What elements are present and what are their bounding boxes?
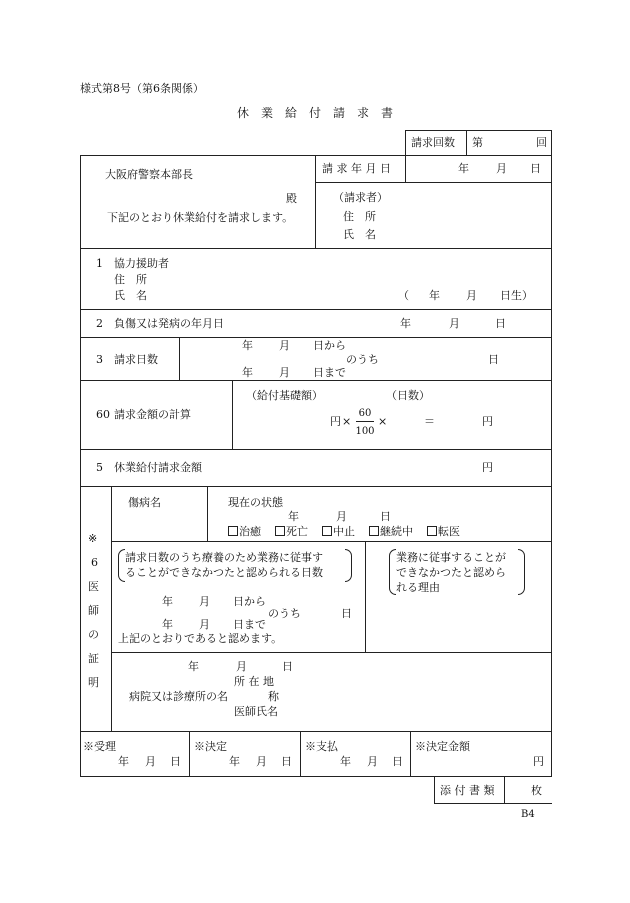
s6-note2-close-bracket — [518, 549, 525, 595]
s3-to-year: 年 — [242, 366, 253, 379]
s4-equals: ＝ — [424, 415, 435, 428]
s3-title: 請求日数 — [114, 353, 158, 366]
s3-to-month: 月 — [279, 366, 290, 379]
s6-option-cured[interactable]: 治癒 — [228, 525, 261, 538]
s6-to-month: 月 — [199, 618, 210, 631]
s4-yen-2: 円 — [482, 415, 493, 428]
s6-note1-line2: ることができなかつたと認められる日数 — [125, 566, 323, 579]
s6-note2-line2: できなかつたと認めら — [396, 566, 506, 579]
s3-days: 日 — [488, 353, 499, 366]
s3-from-year: 年 — [242, 339, 253, 352]
s5-number: 5 — [96, 461, 103, 474]
s6-side-asterisk: ※ — [88, 532, 98, 545]
s6-side-char-5: 明 — [88, 676, 99, 689]
s3-from-month: 月 — [279, 339, 290, 352]
form-number: 様式第8号（第6条関係） — [80, 82, 204, 95]
s4-number: 60 — [96, 408, 110, 421]
s6-location: 所 在 地 — [234, 675, 274, 688]
s1-number: 1 — [96, 257, 103, 270]
checkbox-icon — [228, 526, 238, 536]
footer-decision-day: 日 — [281, 755, 292, 768]
s1-birth-month: 月 — [466, 289, 477, 302]
s6-from-month: 月 — [199, 595, 210, 608]
claimant-address: 住 所 — [343, 210, 376, 223]
footer-payment: ※支払 — [305, 740, 338, 753]
s6-of: のうち — [268, 607, 301, 620]
addressee: 大阪府警察本部長 — [105, 168, 193, 181]
s3-to-day: 日まで — [313, 366, 346, 379]
s6-side-char-2: 師 — [88, 604, 99, 617]
s6-status-year: 年 — [288, 510, 299, 523]
s6-hospital-name-label: 称 — [268, 690, 279, 703]
checkbox-icon — [322, 526, 332, 536]
request-date-month: 月 — [496, 162, 507, 175]
checkbox-icon — [275, 526, 285, 536]
claimant-label: （請求者） — [333, 191, 388, 204]
s6-certification: 上記のとおりであると認めます。 — [118, 632, 283, 645]
s6-side-number: 6 — [91, 556, 98, 569]
attachments-unit: 枚 — [531, 784, 542, 797]
footer-receipt-month: 月 — [145, 755, 156, 768]
s6-sign-year: 年 — [188, 660, 199, 673]
s2-number: 2 — [96, 317, 103, 330]
s6-from-day: 日から — [233, 595, 266, 608]
s6-days: 日 — [341, 607, 352, 620]
s2-year: 年 — [400, 317, 411, 330]
checkbox-icon — [369, 526, 379, 536]
s4-title: 請求金額の計算 — [114, 408, 191, 421]
s4-fraction-numerator: 60 — [358, 408, 372, 419]
s6-side-char-3: の — [88, 628, 99, 641]
s6-doctor-name: 医師氏名 — [234, 705, 278, 718]
s1-address: 住 所 — [114, 273, 147, 286]
request-count-label: 請求回数 — [411, 136, 455, 149]
paper-size-code: B4 — [521, 809, 535, 820]
footer-receipt-day: 日 — [170, 755, 181, 768]
s4-times-2: × — [378, 415, 388, 428]
s6-to-day: 日まで — [233, 618, 266, 631]
s6-option-continuing[interactable]: 継続中 — [369, 525, 413, 538]
footer-decision-year: 年 — [229, 755, 240, 768]
s6-side-char-1: 医 — [88, 580, 99, 593]
s3-number: 3 — [96, 353, 103, 366]
s6-note1-close-bracket — [345, 549, 352, 582]
s6-status-month: 月 — [336, 510, 347, 523]
s6-hospital-label: 病院又は診療所の名 — [129, 690, 228, 703]
s1-birth-year: 年 — [429, 289, 440, 302]
s4-fraction-denominator: 100 — [355, 426, 375, 437]
s6-status-day: 日 — [380, 510, 391, 523]
attachments-label: 添 付 書 類 — [440, 784, 495, 797]
s6-option-death[interactable]: 死亡 — [275, 525, 308, 538]
s6-status-label: 現在の状態 — [228, 496, 283, 509]
honorific: 殿 — [286, 192, 297, 205]
footer-decision: ※決定 — [194, 740, 227, 753]
s6-note1-open-bracket — [118, 549, 125, 582]
footer-receipt: ※受理 — [83, 740, 116, 753]
s5-title: 休業給付請求金額 — [114, 461, 202, 474]
declaration: 下記のとおり休業給付を請求します。 — [107, 211, 294, 224]
s2-day: 日 — [495, 317, 506, 330]
page-title: 休 業 給 付 請 求 書 — [236, 106, 393, 120]
footer-receipt-year: 年 — [118, 755, 129, 768]
s6-side-char-4: 証 — [88, 652, 99, 665]
s6-note2-line1: 業務に従事することが — [396, 551, 506, 564]
s6-to-year: 年 — [162, 618, 173, 631]
s6-from-year: 年 — [162, 595, 173, 608]
footer-decided-amount: ※決定金額 — [415, 740, 470, 753]
request-date-year: 年 — [458, 162, 469, 175]
s4-base-label: （給付基礎額） — [246, 389, 323, 402]
footer-payment-year: 年 — [340, 755, 351, 768]
s6-disease-label: 傷病名 — [128, 496, 161, 509]
request-count-prefix: 第 — [472, 136, 483, 149]
s6-option-stopped[interactable]: 中止 — [322, 525, 355, 538]
s3-from-day: 日から — [313, 339, 346, 352]
request-date-day: 日 — [530, 162, 541, 175]
s3-of: のうち — [346, 353, 379, 366]
footer-payment-month: 月 — [367, 755, 378, 768]
claimant-name: 氏 名 — [343, 228, 376, 241]
footer-yen: 円 — [533, 755, 544, 768]
s1-title: 協力援助者 — [114, 257, 169, 270]
request-count-suffix: 回 — [536, 136, 547, 149]
s6-note1-line1: 請求日数のうち療養のため業務に従事す — [125, 551, 323, 564]
s1-birth-open: （ — [398, 289, 409, 302]
s4-times-1: × — [342, 415, 352, 428]
s2-month: 月 — [449, 317, 460, 330]
footer-decision-month: 月 — [256, 755, 267, 768]
footer-payment-day: 日 — [392, 755, 403, 768]
s1-birth-day: 日生） — [500, 289, 533, 302]
s5-yen: 円 — [482, 461, 493, 474]
s6-sign-day: 日 — [282, 660, 293, 673]
checkbox-icon — [427, 526, 437, 536]
s6-sign-month: 月 — [236, 660, 247, 673]
s6-note2-open-bracket — [389, 549, 396, 595]
s2-title: 負傷又は発病の年月日 — [114, 317, 224, 330]
s4-days-label: （日数） — [386, 389, 430, 402]
s1-name: 氏 名 — [114, 289, 147, 302]
s6-note2-line3: れる理由 — [396, 581, 440, 594]
request-date-label: 請 求 年 月 日 — [322, 162, 391, 175]
s6-option-transfer[interactable]: 転医 — [427, 525, 460, 538]
s4-yen-1: 円 — [330, 415, 341, 428]
